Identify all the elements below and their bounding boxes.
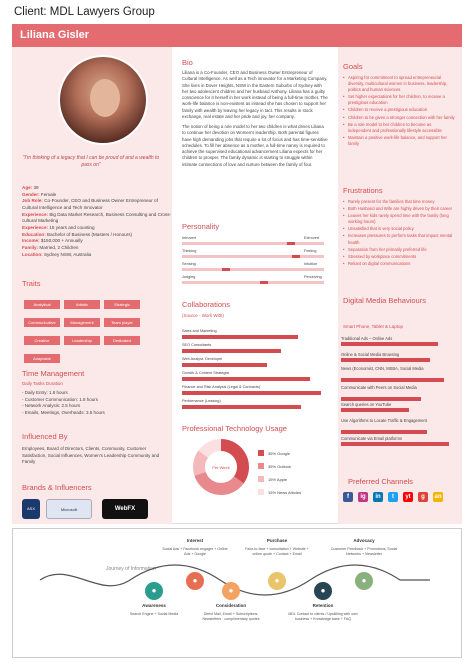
collaboration-bar	[182, 391, 321, 395]
legend-swatch	[258, 450, 264, 456]
bio-text	[182, 70, 328, 168]
journey-stage-label: Purchase	[266, 538, 288, 543]
fact-value: Big Data Market Research, Business Consulting and Cross-cultural Marketing	[22, 211, 172, 224]
collaboration-label: Sales and Marketing	[182, 329, 217, 333]
collaborations-subtitle: (Source - Work With)	[182, 313, 224, 318]
trait-tag: Leadership	[64, 336, 100, 345]
time-management-subtitle: Daily Tasks Duration	[22, 381, 63, 386]
fact-key: Education:	[22, 231, 46, 237]
media-behaviour-bar	[341, 408, 409, 412]
frustration-item: • Leaves her kids rarely spend time with the family (long working hours)	[343, 213, 455, 225]
journey-stage-label: Advocacy	[353, 538, 375, 543]
trait-tag: Artistic	[64, 300, 100, 309]
donut-center-label: Per Week	[212, 465, 230, 470]
collaboration-label: Web Analyst, Developer	[182, 357, 223, 361]
webfx-logo: WebFX	[102, 499, 148, 519]
persona-name: Liliana Gisler	[20, 29, 90, 41]
legend-label: 35% Google	[268, 451, 291, 456]
personality-track	[182, 268, 324, 271]
media-behaviour-label: News (Economist, CNN, MSBA, Social Media	[341, 366, 424, 371]
fact-key: Location:	[22, 251, 43, 257]
journey-stage-label: Awareness	[142, 603, 166, 608]
fact-line	[22, 198, 172, 211]
fact-value: $150,000 + Annually	[39, 238, 83, 244]
personality-marker	[287, 242, 295, 245]
legend-swatch	[258, 476, 264, 482]
journey-stage-icon: ●	[314, 582, 332, 600]
brands-logos	[22, 499, 152, 521]
social-channel-icon[interactable]: g	[418, 492, 428, 502]
trait-tag: Management	[64, 318, 100, 327]
personality-right-label: Feeling	[304, 249, 317, 253]
fact-key: Income:	[22, 238, 40, 244]
fact-value: Married, 2 Children	[38, 244, 79, 250]
frustration-item: • Rarely present for the families that time money	[343, 199, 455, 205]
journey-stage-description: Search Engine + Social Media	[129, 612, 179, 616]
goals-list	[343, 75, 455, 148]
media-behaviour-label: Communicate with Peers on Social Media	[341, 385, 417, 390]
social-channel-icon[interactable]: f	[343, 492, 353, 502]
social-channel-icon[interactable]: an	[434, 494, 442, 500]
social-channel-icon[interactable]: yt	[403, 492, 413, 502]
legend-swatch	[258, 489, 264, 495]
personality-left-label: Judging	[182, 275, 196, 279]
media-behaviour-label: Traditional Ads – Online Ads	[341, 336, 393, 341]
personality-left-label: Thinking	[182, 249, 197, 253]
collaborations-title: Collaborations	[182, 300, 230, 309]
collaboration-label: Performance (Leasing)	[182, 399, 221, 403]
fact-value: 15 years and counting	[48, 224, 95, 230]
fact-line	[22, 225, 172, 232]
fact-line	[22, 185, 172, 192]
personality-track	[182, 242, 324, 245]
collaboration-label: SEO Consultants	[182, 343, 212, 347]
trait-tag: Strategic	[104, 300, 140, 309]
legend-swatch	[258, 463, 264, 469]
journey-title: Journey of Information	[106, 566, 156, 572]
collaboration-bar	[182, 405, 301, 409]
collaboration-label: Finance and Risk Analysis (Legal & Contracts)	[182, 385, 261, 389]
time-management-list	[22, 390, 162, 416]
trait-tag: Communicative	[24, 318, 60, 327]
personality-track	[182, 281, 324, 284]
trait-tag: Analytical	[24, 300, 60, 309]
journey-stage-icon: ●	[268, 572, 286, 590]
fact-value: Female	[39, 191, 57, 197]
journey-stage-description: MDL Contact to clients / Upskilling with own business + Knowledge base + FAQ	[288, 612, 358, 621]
profile-photo	[58, 55, 148, 145]
personality-marker	[292, 255, 300, 258]
journey-stage-icon: ●	[355, 572, 373, 590]
goal-item: • Children to be given a stronger connection with her family	[343, 115, 455, 121]
personality-right-label: Perceiving	[304, 275, 322, 279]
personality-right-label: Intuition	[304, 262, 318, 266]
fact-key: Family:	[22, 244, 39, 250]
trait-tag: Creative	[24, 336, 60, 345]
media-behaviour-bar	[341, 397, 421, 401]
media-behaviour-bar	[341, 358, 430, 362]
frustration-item: • Stressed by workplace commitments	[343, 254, 455, 260]
journey-stage-icon: ●	[145, 582, 163, 600]
goal-item: • Be a role model to her children to become as independent and professionally lifestyle accessible	[343, 122, 455, 134]
media-behaviour-bar	[341, 430, 427, 434]
social-channel-icon[interactable]: ig	[358, 492, 368, 502]
fact-value: Bachelor of Business (Masters / Honours)	[45, 231, 133, 237]
fact-key: Age:	[22, 185, 33, 190]
trait-tag: Adaptable	[24, 354, 60, 363]
traits-list	[22, 293, 167, 365]
social-channel-icon[interactable]: in	[373, 492, 383, 502]
fact-line	[22, 252, 172, 259]
persona-quote: "I'm thinking of a legacy that I can be proud of and a wealth to pass on"	[22, 155, 160, 168]
fact-key: Experience:	[22, 211, 49, 217]
client-title: Client: MDL Lawyers Group	[14, 6, 155, 18]
goals-title: Goals	[343, 62, 363, 71]
fact-key: Job Role:	[22, 198, 43, 204]
preferred-channels-title: Preferred Channels	[348, 477, 414, 486]
influenced-by-title: Influenced By	[22, 432, 68, 441]
journey-stage-description: Social Ads + Facebook engager + Online Ads + Google	[162, 547, 228, 556]
personality-track	[182, 255, 324, 258]
brands-title: Brands & Influencers	[22, 483, 92, 492]
journey-stage-icon: ●	[186, 572, 204, 590]
fact-key: Experience:	[22, 224, 49, 230]
fact-line	[22, 232, 172, 239]
frustration-item: • Separation from her primarily preferred life	[343, 247, 455, 253]
journey-stage-description: Direct Mail, Email + Subscriptions, Newsletters · complimentary quotes	[202, 612, 260, 621]
media-behaviour-bar	[341, 442, 449, 446]
legend-label: 15% Apple	[268, 477, 288, 482]
journey-path	[30, 560, 450, 600]
fact-line	[22, 212, 172, 225]
media-behaviour-bar	[341, 342, 438, 346]
trait-tag: Team player	[104, 318, 140, 327]
goal-item: • Children to receive a prestigious education	[343, 107, 455, 113]
journey-stage-icon: ●	[222, 582, 240, 600]
donut-slice	[221, 439, 249, 483]
personality-left-label: Introvert	[182, 236, 196, 240]
frustration-item: • Reliant on digital communications	[343, 261, 455, 267]
left-column	[12, 47, 172, 524]
name-bar	[12, 24, 462, 47]
persona-facts	[22, 185, 172, 258]
media-behaviour-label: Online & Social Media Browsing	[341, 352, 400, 357]
legend-label: 15% News Articles	[268, 490, 302, 495]
frustration-item: • Increases pressures to perform tasks that impact mental health	[343, 233, 455, 245]
fact-value: Co-Founder, CEO and Business Owner Entrepreneur of Cultural Intelligence and Tech Innovator	[22, 198, 158, 210]
frustrations-title: Frustrations	[343, 186, 383, 195]
asx-logo: ASX	[22, 499, 40, 519]
journey-stage-label: Interest	[186, 538, 204, 543]
frustration-item: • Both Husband and Wife are highly driven by their career	[343, 206, 455, 212]
digital-media-subtitle: Smart Phone, Tablet & Laptop	[343, 324, 403, 329]
media-behaviour-label: Search queries on YouTube	[341, 402, 392, 407]
collaboration-bar	[182, 377, 310, 381]
fact-line	[22, 192, 172, 199]
fact-value: 39	[32, 185, 39, 190]
goal-item: • Set higher expectations for her children, to receive a prestigious education	[343, 94, 455, 106]
fact-line	[22, 245, 172, 252]
trait-tag: Dedicated	[104, 336, 140, 345]
journey-stage-label: Consideration	[215, 603, 247, 608]
journey-stage-label: Retention	[312, 603, 334, 608]
frustrations-list	[343, 199, 455, 268]
time-item: - Network Analysis: 2.5 hours	[22, 403, 81, 409]
traits-title: Traits	[22, 279, 41, 288]
bio-paragraph-2: The notion of being a role model to her two children is what drives Liliana to continue her devotion on Women's leadership. Both parental figures have high demanding jobs that require a lot of focus and has time-sensitive schedules. To fill her absence as a mother, a full-time nanny is required to achieve the supervised educational advancement Liliana expects for her children to prosper. The family dynamic is starting to struggle within intimate connections of love and nurture between the family of four.	[182, 124, 328, 167]
frustration-item: • Unsatisfied that is very social policy	[343, 226, 455, 232]
tech-usage-title: Professional Technology Usage	[182, 424, 287, 433]
influenced-by-text: Employees, Board of Directors, Clients, Community, Customer Satisfaction, Social Influences, Women's Leadership Community and Family	[22, 446, 160, 465]
digital-media-title: Digital Media Behaviours	[343, 296, 426, 305]
collaboration-bar	[182, 363, 267, 367]
social-channel-icon[interactable]: t	[388, 492, 398, 502]
journey-stage-description: Customer Feedback + Promotions, Social Networks + Newsletter	[330, 547, 398, 556]
collaboration-bar	[182, 349, 281, 353]
bio-title: Bio	[182, 58, 193, 67]
personality-marker	[260, 281, 268, 284]
bio-paragraph-1: Liliana is a Co-Founder, CEO and Business Owner Entrepreneur of Cultural Intelligence. As well as a Tech innovator for a Marketing Company. She lives in Dover Heights, NSW in the Eastern Suburbs of Sydney with her two adolescent children and her husband Anthony. Liliana has a guilty conscience for it herself in her work instead of being a full-time mother. The work-life balance is non-existent as instead she has chosen to support her family with wealth by leaving her legacy in tact. This results in stock exchange, real estate and her pride and joy, her company.	[182, 70, 328, 119]
collaboration-bar	[182, 335, 298, 339]
time-item: - Daily Entry: 1.8 hours	[22, 390, 68, 395]
legend-label: 35% Outlook	[268, 464, 291, 469]
journey-stage-description: Face-to-face + consultation + Website + online quote + Contact + Email	[245, 547, 309, 556]
personality-marker	[222, 268, 230, 271]
tech-usage-donut	[190, 436, 252, 498]
goal-item: • Maintain a positive work-life balance, and support her family	[343, 135, 455, 147]
goal-item: • Aspiring for commitment to spread entrepreneurial diversity, multicultural women in business, leadership, politics and human sciences	[343, 75, 455, 93]
media-behaviour-bar	[341, 378, 444, 382]
fact-value: Sydney NSW, Australia	[42, 251, 92, 257]
time-management-title: Time Management	[22, 369, 85, 378]
media-behaviour-label: Communicate via Email platforms	[341, 436, 402, 441]
personality-right-label: Extrovert	[304, 236, 320, 240]
collaboration-label: Growth & Content Strategist	[182, 371, 230, 375]
personality-left-label: Sensing	[182, 262, 196, 266]
media-behaviour-label: Use Algorithms to Locate Traffic & Engagement	[341, 418, 427, 423]
fact-key: Gender:	[22, 191, 40, 197]
time-item: - Customer Communication: 1.8 hours	[22, 396, 99, 402]
personality-title: Personality	[182, 222, 220, 231]
fact-line	[22, 238, 172, 245]
time-item: - Emails, Meetings, Overheads: 3.5 hours	[22, 409, 105, 415]
microsoft-logo: Microsoft	[46, 499, 92, 519]
